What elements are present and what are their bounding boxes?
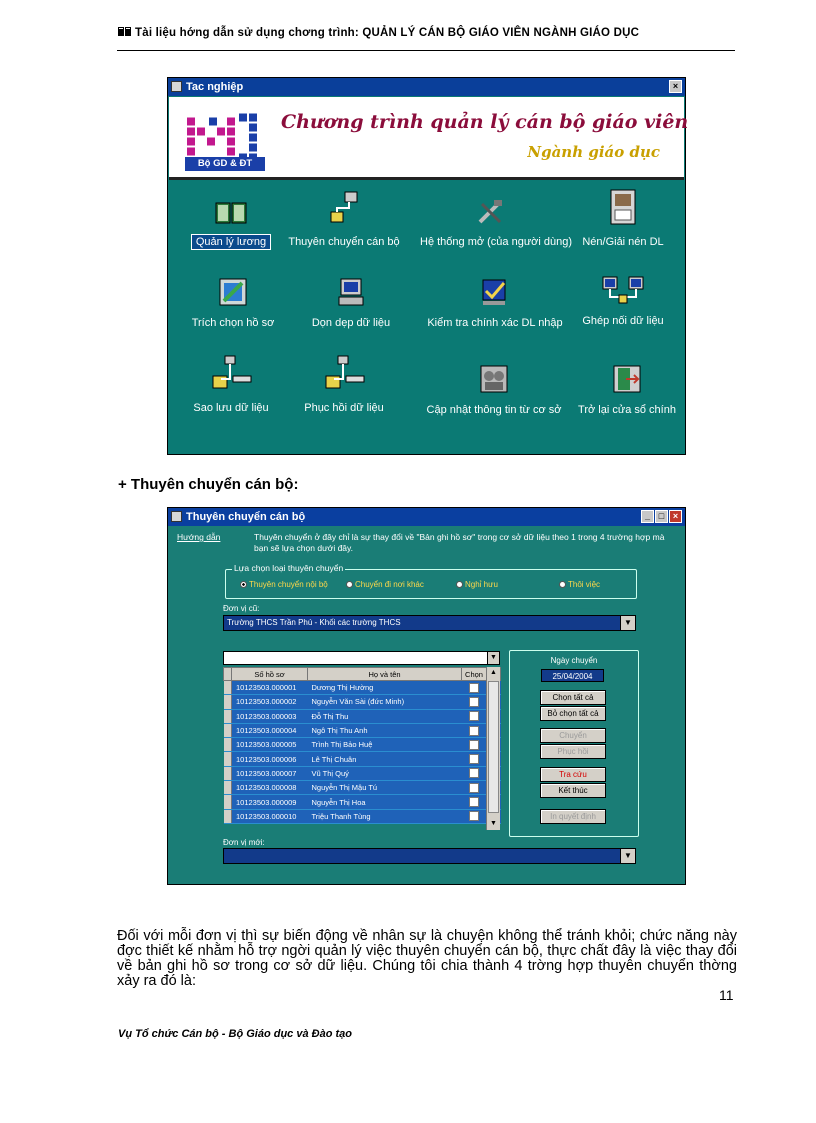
tile-open-system[interactable] xyxy=(416,198,573,250)
restore-icon xyxy=(322,354,366,392)
backup-icon xyxy=(209,354,253,392)
transfer-icon xyxy=(327,190,361,226)
new-unit-select[interactable] xyxy=(223,848,636,864)
old-unit-label: Đơn vị cũ: xyxy=(223,604,260,613)
scroll-down-icon[interactable]: ▼ xyxy=(490,820,497,827)
banner-title: Chương trình quản lý cán bộ giáo viên xyxy=(281,111,689,133)
tile-transfer[interactable] xyxy=(269,190,419,250)
cell-name: Nguyễn Thị Mậu Tú xyxy=(308,781,462,795)
cell-id: 10123503.000001 xyxy=(232,681,308,695)
tile-label: Dọn dẹp dữ liệu xyxy=(311,317,391,329)
group-label: Lựa chọn loại thuyên chuyển xyxy=(234,563,344,573)
cleanup-icon xyxy=(337,277,365,307)
cell-name: Trình Thị Bảo Huệ xyxy=(308,738,462,752)
transfer-date-label: Ngày chuyển xyxy=(550,656,598,665)
chevron-down-icon[interactable]: ▼ xyxy=(487,652,499,664)
table-row[interactable] xyxy=(224,795,501,809)
radio-dot xyxy=(456,581,463,588)
radio-label: Nghỉ hưu xyxy=(465,580,498,589)
chevron-down-icon[interactable]: ▼ xyxy=(620,849,635,863)
transfer-date-input[interactable]: 25/04/2004 xyxy=(541,669,604,682)
new-unit-label: Đơn vị mới: xyxy=(223,838,265,847)
select-checkbox[interactable] xyxy=(469,711,479,721)
page-footer: Vụ Tổ chức Cán bộ - Bộ Giáo dục và Đào tạo xyxy=(118,1028,352,1040)
tile-label: Phục hồi dữ liệu xyxy=(304,402,384,414)
tile-label: Sao lưu dữ liệu xyxy=(193,402,269,414)
select-all-button[interactable]: Chọn tất cả xyxy=(540,690,606,705)
old-unit-value: Trường THCS Trần Phú - Khối các trường THCS xyxy=(227,618,401,627)
restore-button[interactable]: Phục hồi xyxy=(540,744,606,759)
table-row[interactable] xyxy=(224,681,501,695)
action-panel xyxy=(509,650,639,837)
filter-combo[interactable] xyxy=(223,651,500,665)
tile-compress[interactable] xyxy=(548,188,698,250)
tile-label: Ghép nối dữ liệu xyxy=(582,315,664,327)
table-row[interactable] xyxy=(224,781,501,795)
print-decision-button[interactable]: In quyết định xyxy=(540,809,606,824)
cell-name: Dương Thị Hường xyxy=(308,681,462,695)
finish-button[interactable]: Kết thúc xyxy=(540,783,606,798)
window-title: Thuyên chuyển cán bộ xyxy=(186,511,306,523)
app-banner xyxy=(169,97,689,180)
cell-name: Đỗ Thị Thu xyxy=(308,709,462,723)
tile-label: Cập nhật thông tin từ cơ sở xyxy=(426,404,562,416)
radio-retire[interactable] xyxy=(456,580,498,589)
transfer-button[interactable]: Chuyển xyxy=(540,728,606,743)
section-heading: + Thuyên chuyển cán bộ: xyxy=(118,476,299,493)
cell-name: Nguyễn Thị Hoa xyxy=(308,795,462,809)
cell-id: 10123503.000003 xyxy=(232,709,308,723)
select-checkbox[interactable] xyxy=(469,683,479,693)
transfer-type-group xyxy=(225,563,637,599)
book-icon xyxy=(118,27,131,37)
profile-icon xyxy=(218,277,248,307)
radio-dot xyxy=(559,581,566,588)
exit-icon xyxy=(612,364,642,394)
tile-label: Trở lại cửa sổ chính xyxy=(578,404,676,416)
cell-name: Vũ Thị Quý xyxy=(308,766,462,780)
guide-link[interactable]: Hướng dẫn xyxy=(177,532,221,542)
radio-quit[interactable] xyxy=(559,580,600,589)
table-row[interactable] xyxy=(224,809,501,823)
app-icon xyxy=(171,511,182,522)
cell-id: 10123503.000008 xyxy=(232,781,308,795)
deselect-all-button[interactable]: Bỏ chọn tất cả xyxy=(540,706,606,721)
table-row[interactable] xyxy=(224,738,501,752)
radio-dot xyxy=(240,581,247,588)
table-row[interactable] xyxy=(224,709,501,723)
transfer-window xyxy=(167,507,686,885)
table-row[interactable] xyxy=(224,752,501,766)
main-menu-window xyxy=(167,77,689,455)
tile-exit[interactable] xyxy=(552,364,702,418)
table-row[interactable] xyxy=(224,723,501,737)
tile-label: Kiểm tra chính xác DL nhập xyxy=(427,317,563,329)
staff-table xyxy=(223,667,501,824)
cell-id: 10123503.000007 xyxy=(232,766,308,780)
tile-restore[interactable] xyxy=(269,354,419,416)
tile-merge[interactable] xyxy=(548,275,698,329)
window-title: Tac nghiệp xyxy=(186,81,244,93)
cell-id: 10123503.000006 xyxy=(232,752,308,766)
body-paragraph: Đối với mỗi đơn vị thì sự biến động về nhân sự là chuyện không thể tránh khỏi; chức năng này đợc thiết kế nhằm hỗ trợ ngời quản lý việc thuyên chuyển cán bộ, thực chất đây là việc thay đổi về bản ghi hồ sơ trong cơ sở dữ liệu. Chúng tôi chia thành 4 trờng hợp thuyên chuyển thờng xảy ra đó là: xyxy=(117,928,737,989)
lookup-button[interactable]: Tra cứu xyxy=(540,767,606,782)
tile-label: Trích chọn hồ sơ xyxy=(191,317,275,329)
col-header-id[interactable]: Số hồ sơ xyxy=(232,668,308,681)
page-number: 11 xyxy=(719,987,734,1003)
radio-dot xyxy=(346,581,353,588)
app-icon xyxy=(171,81,182,92)
row-selector-header xyxy=(224,668,232,681)
compress-icon xyxy=(607,188,639,226)
select-checkbox[interactable] xyxy=(469,754,479,764)
network-icon xyxy=(601,275,645,305)
cell-id: 10123503.000009 xyxy=(232,795,308,809)
radio-label: Thôi việc xyxy=(568,580,601,589)
select-checkbox[interactable] xyxy=(469,783,479,793)
radio-label: Chuyển đi nơi khác xyxy=(355,580,424,589)
radio-move-out[interactable] xyxy=(346,580,424,589)
tile-label: Hệ thống mở (của người dùng) xyxy=(420,236,573,248)
cell-name: Ngô Thị Thu Anh xyxy=(308,723,462,737)
logo-caption: Bộ GD & ĐT xyxy=(185,157,265,171)
table-row[interactable] xyxy=(224,766,501,780)
cell-name: Lê Thị Chuân xyxy=(308,752,462,766)
chevron-down-icon[interactable]: ▼ xyxy=(620,616,635,630)
minimize-button[interactable]: _ xyxy=(641,510,654,523)
tile-label: Quản lý lương xyxy=(191,234,271,250)
table-row[interactable] xyxy=(224,695,501,709)
cell-id: 10123503.000002 xyxy=(232,695,308,709)
header-divider xyxy=(117,50,735,51)
book-icon xyxy=(214,200,248,226)
tile-cleanup[interactable] xyxy=(276,277,426,331)
close-button[interactable]: × xyxy=(669,510,682,523)
select-checkbox[interactable] xyxy=(469,740,479,750)
update-icon xyxy=(479,364,509,394)
old-unit-select[interactable] xyxy=(223,615,636,631)
scroll-up-icon[interactable]: ▲ xyxy=(490,669,497,676)
scroll-thumb[interactable] xyxy=(488,681,499,813)
cell-id: 10123503.000010 xyxy=(232,809,308,823)
info-text: Thuyên chuyển ở đây chỉ là sự thay đổi về "Bản ghi hồ sơ" trong cơ sở dữ liệu theo 1 trong 4 trường hợp mà bạn sẽ lựa chọn dưới đây. xyxy=(254,532,665,553)
header-text: Tài liệu hớng dẫn sử dụng chơng trình: QUẢN LÝ CÁN BỘ GIÁO VIÊN NGÀNH GIÁO DỤC xyxy=(135,27,640,39)
window-titlebar xyxy=(168,508,685,526)
check-icon xyxy=(480,277,510,307)
window-titlebar xyxy=(168,78,685,96)
select-checkbox[interactable] xyxy=(469,811,479,821)
col-header-name[interactable]: Họ và tên xyxy=(308,668,462,681)
cell-name: Nguyễn Văn Sài (đức Minh) xyxy=(308,695,462,709)
maximize-button[interactable]: □ xyxy=(655,510,668,523)
radio-label: Thuyên chuyển nội bộ xyxy=(249,580,328,589)
page-header xyxy=(118,27,639,39)
select-checkbox[interactable] xyxy=(469,697,479,707)
tile-update[interactable] xyxy=(419,364,569,418)
banner-subtitle: Ngành giáo dục xyxy=(527,143,660,161)
close-button[interactable]: × xyxy=(669,80,682,93)
cell-name: Triệu Thanh Tùng xyxy=(308,809,462,823)
table-scrollbar[interactable] xyxy=(486,667,500,830)
select-checkbox[interactable] xyxy=(469,726,479,736)
select-checkbox[interactable] xyxy=(469,797,479,807)
tools-icon xyxy=(476,198,506,226)
radio-internal[interactable] xyxy=(240,580,328,589)
col-header-select[interactable]: Chọn xyxy=(462,668,487,681)
select-checkbox[interactable] xyxy=(469,768,479,778)
tile-label: Thuyên chuyển cán bộ xyxy=(288,236,400,248)
tile-label: Nén/Giải nén DL xyxy=(582,236,664,248)
cell-id: 10123503.000005 xyxy=(232,738,308,752)
cell-id: 10123503.000004 xyxy=(232,723,308,737)
